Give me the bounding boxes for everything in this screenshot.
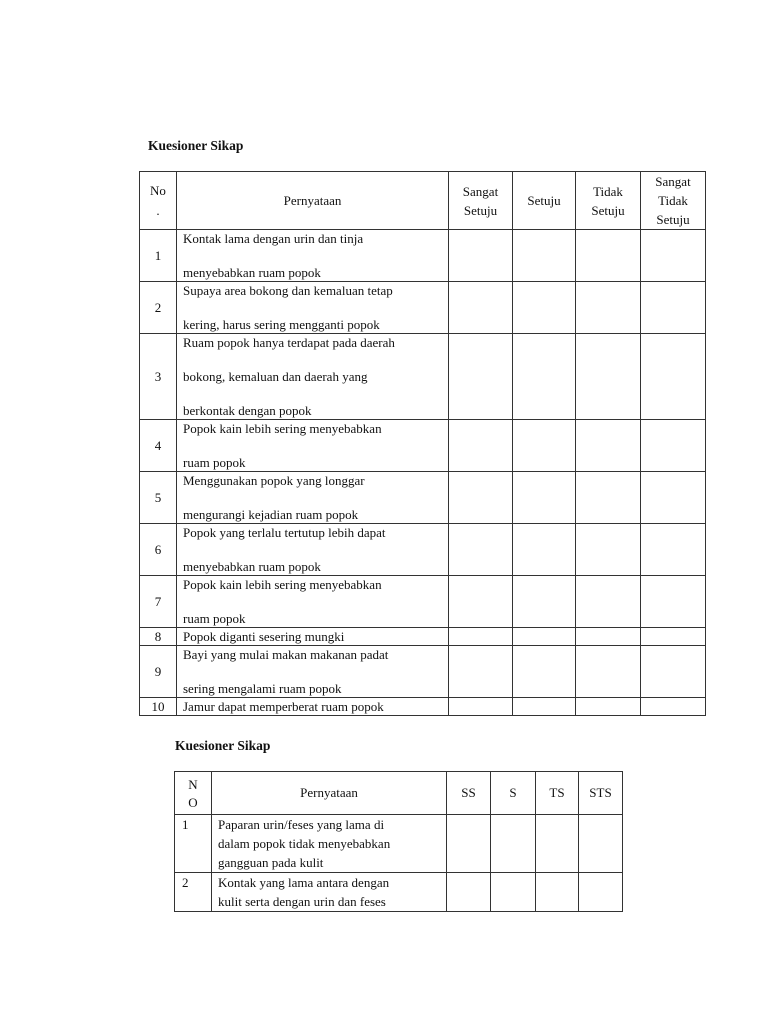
answer-cell-sangat-tidak-setuju[interactable] xyxy=(641,334,706,420)
statement-text: Kontak yang lama antara dengan xyxy=(218,875,390,890)
header-ts: TS xyxy=(536,772,579,815)
attitude-questionnaire-table-2 xyxy=(174,771,623,912)
row-number: 2 xyxy=(175,873,212,912)
statement-text: gangguan pada kulit xyxy=(218,855,324,870)
answer-cell-tidak-setuju[interactable] xyxy=(576,576,641,628)
header-sangat-tidak-setuju: Sangat Tidak Setuju xyxy=(641,172,706,230)
answer-cell-sangat-tidak-setuju[interactable] xyxy=(641,230,706,282)
header-tidak-setuju: Tidak Setuju xyxy=(576,172,641,230)
table-row xyxy=(140,334,706,420)
answer-cell-setuju[interactable] xyxy=(513,282,576,334)
statement-cell xyxy=(177,524,449,576)
statement-text: sering mengalami ruam popok xyxy=(183,681,342,696)
answer-cell-ss[interactable] xyxy=(447,873,491,912)
statement-cell xyxy=(177,576,449,628)
answer-cell-sangat-setuju[interactable] xyxy=(449,334,513,420)
answer-cell-setuju[interactable] xyxy=(513,230,576,282)
statement-text: kering, harus sering mengganti popok xyxy=(183,317,380,332)
answer-cell-sangat-setuju[interactable] xyxy=(449,628,513,646)
statement-text: Supaya area bokong dan kemaluan tetap xyxy=(183,283,393,298)
answer-cell-sangat-setuju[interactable] xyxy=(449,472,513,524)
statement-text: berkontak dengan popok xyxy=(183,403,312,418)
answer-cell-sts[interactable] xyxy=(579,815,623,873)
row-number: 9 xyxy=(140,646,177,698)
statement-text: Kontak lama dengan urin dan tinja xyxy=(183,231,364,246)
answer-cell-sangat-setuju[interactable] xyxy=(449,230,513,282)
statement-cell xyxy=(177,334,449,420)
answer-cell-sangat-setuju[interactable] xyxy=(449,698,513,716)
statement-text: bokong, kemaluan dan daerah yang xyxy=(183,369,368,384)
table-row xyxy=(175,873,623,912)
answer-cell-ts[interactable] xyxy=(536,815,579,873)
answer-cell-ss[interactable] xyxy=(447,815,491,873)
answer-cell-setuju[interactable] xyxy=(513,334,576,420)
row-number: 7 xyxy=(140,576,177,628)
answer-cell-sangat-tidak-setuju[interactable] xyxy=(641,420,706,472)
answer-cell-tidak-setuju[interactable] xyxy=(576,282,641,334)
table-row xyxy=(140,282,706,334)
statement-text: Popok kain lebih sering menyebabkan xyxy=(183,577,382,592)
row-number: 1 xyxy=(175,815,212,873)
answer-cell-sangat-setuju[interactable] xyxy=(449,524,513,576)
answer-cell-sangat-setuju[interactable] xyxy=(449,646,513,698)
answer-cell-sangat-tidak-setuju[interactable] xyxy=(641,282,706,334)
answer-cell-sangat-tidak-setuju[interactable] xyxy=(641,576,706,628)
statement-text: Paparan urin/feses yang lama di xyxy=(218,817,385,832)
row-number: 10 xyxy=(140,698,177,716)
answer-cell-tidak-setuju[interactable] xyxy=(576,230,641,282)
table-row xyxy=(140,524,706,576)
questionnaire-title-1: Kuesioner Sikap xyxy=(148,138,244,153)
statement-cell xyxy=(177,282,449,334)
answer-cell-tidak-setuju[interactable] xyxy=(576,472,641,524)
table-row xyxy=(140,230,706,282)
header-row xyxy=(140,172,706,230)
answer-cell-sangat-tidak-setuju[interactable] xyxy=(641,524,706,576)
answer-cell-s[interactable] xyxy=(491,815,536,873)
header-statement: Pernyataan xyxy=(177,172,449,230)
row-number: 2 xyxy=(140,282,177,334)
answer-cell-sangat-setuju[interactable] xyxy=(449,576,513,628)
answer-cell-tidak-setuju[interactable] xyxy=(576,698,641,716)
answer-cell-tidak-setuju[interactable] xyxy=(576,524,641,576)
answer-cell-setuju[interactable] xyxy=(513,524,576,576)
table-row xyxy=(140,420,706,472)
statement-text: Popok diganti sesering mungki xyxy=(183,629,345,644)
answer-cell-sangat-tidak-setuju[interactable] xyxy=(641,472,706,524)
answer-cell-tidak-setuju[interactable] xyxy=(576,420,641,472)
table-row xyxy=(140,646,706,698)
statement-text: Jamur dapat memperberat ruam popok xyxy=(183,699,384,714)
statement-text: Popok yang terlalu tertutup lebih dapat xyxy=(183,525,386,540)
row-number: 3 xyxy=(140,334,177,420)
statement-cell xyxy=(177,628,449,646)
statement-text: Ruam popok hanya terdapat pada daerah xyxy=(183,335,395,350)
statement-cell xyxy=(177,472,449,524)
row-number: 8 xyxy=(140,628,177,646)
answer-cell-s[interactable] xyxy=(491,873,536,912)
answer-cell-setuju[interactable] xyxy=(513,646,576,698)
statement-text: mengurangi kejadian ruam popok xyxy=(183,507,359,522)
answer-cell-sangat-setuju[interactable] xyxy=(449,282,513,334)
answer-cell-tidak-setuju[interactable] xyxy=(576,334,641,420)
statement-text: Bayi yang mulai makan makanan padat xyxy=(183,647,389,662)
statement-cell xyxy=(177,698,449,716)
statement-text: menyebabkan ruam popok xyxy=(183,265,321,280)
statement-text: ruam popok xyxy=(183,455,246,470)
statement-cell xyxy=(177,420,449,472)
table-row xyxy=(140,698,706,716)
answer-cell-sangat-setuju[interactable] xyxy=(449,420,513,472)
header-sts: STS xyxy=(579,772,623,815)
statement-cell xyxy=(177,646,449,698)
statement-text: menyebabkan ruam popok xyxy=(183,559,321,574)
answer-cell-sts[interactable] xyxy=(579,873,623,912)
answer-cell-setuju[interactable] xyxy=(513,420,576,472)
answer-cell-setuju[interactable] xyxy=(513,576,576,628)
header-no: No . xyxy=(140,172,177,230)
answer-cell-setuju[interactable] xyxy=(513,628,576,646)
answer-cell-sangat-tidak-setuju[interactable] xyxy=(641,646,706,698)
row-number: 4 xyxy=(140,420,177,472)
header-no: N O xyxy=(175,772,212,815)
statement-cell xyxy=(212,815,447,873)
answer-cell-ts[interactable] xyxy=(536,873,579,912)
answer-cell-setuju[interactable] xyxy=(513,698,576,716)
answer-cell-tidak-setuju[interactable] xyxy=(576,628,641,646)
statement-text: dalam popok tidak menyebabkan xyxy=(218,836,391,851)
header-ss: SS xyxy=(447,772,491,815)
answer-cell-setuju[interactable] xyxy=(513,472,576,524)
header-statement: Pernyataan xyxy=(212,772,447,815)
statement-cell xyxy=(212,873,447,912)
questionnaire-title-2: Kuesioner Sikap xyxy=(175,738,271,753)
table-row xyxy=(140,472,706,524)
header-sangat-setuju: Sangat Setuju xyxy=(449,172,513,230)
row-number: 1 xyxy=(140,230,177,282)
row-number: 5 xyxy=(140,472,177,524)
statement-cell xyxy=(177,230,449,282)
statement-text: ruam popok xyxy=(183,611,246,626)
table-row xyxy=(140,628,706,646)
header-row xyxy=(175,772,623,815)
header-setuju: Setuju xyxy=(513,172,576,230)
row-number: 6 xyxy=(140,524,177,576)
statement-text: Menggunakan popok yang longgar xyxy=(183,473,365,488)
attitude-questionnaire-table-1 xyxy=(139,171,706,716)
table-row xyxy=(140,576,706,628)
answer-cell-sangat-tidak-setuju[interactable] xyxy=(641,698,706,716)
answer-cell-tidak-setuju[interactable] xyxy=(576,646,641,698)
table-row xyxy=(175,815,623,873)
statement-text: Popok kain lebih sering menyebabkan xyxy=(183,421,382,436)
answer-cell-sangat-tidak-setuju[interactable] xyxy=(641,628,706,646)
header-s: S xyxy=(491,772,536,815)
statement-text: kulit serta dengan urin dan feses xyxy=(218,894,386,909)
